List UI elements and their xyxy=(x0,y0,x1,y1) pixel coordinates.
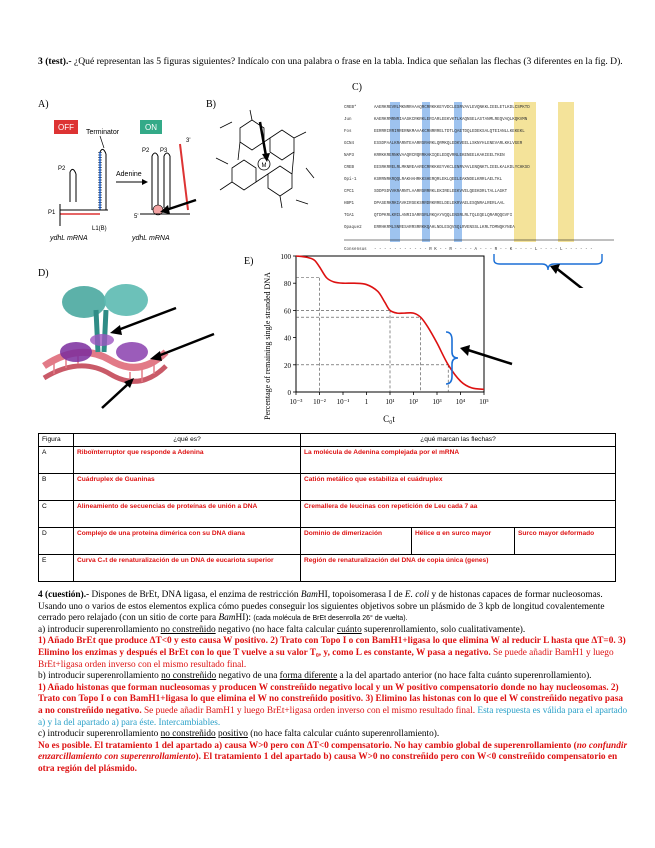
q4-b-ans: 1) Añado histonas que forman nucleosomas y producen W constreñido negativo local y un W positivo compensatorio donde no hay nucleosomas. 2) Trato con Topo I o con BamH1+ligasa lo que elimina el W no constreñido positivo. 3) Elimino las histonas con lo que el W constreñido negativo pasa a no constreñido negativo. xyxy=(38,682,623,716)
on-label: ON xyxy=(145,123,157,132)
x-tick-label: 10⁻³ xyxy=(289,398,303,406)
svg-text:KSRRNRKRQQLRAKHAHRKKSHERQRLEKL: KSRRNRKRQQLRAKHAHRKKSHERQRLEKLQEELEAKNDELKRRLAELTKL xyxy=(374,178,503,182)
q4-b-post: a la del apartado anterior (no hace falta cuánto superenrollamiento). xyxy=(337,671,592,682)
question-4 xyxy=(38,590,628,776)
row-flechas: La molécula de Adenina complejada por el mRNA xyxy=(301,447,616,474)
svg-text:- - - - - - - - - - - R K - -: - - - - - - - - - - - R K - - R - - - - A - - - R - - K - - - - L - - - - L - - - - - - xyxy=(374,248,593,252)
q4-c-it: no confundir enzarcillamiento con superenrollamiento xyxy=(38,740,628,763)
p2-label-left: P2 xyxy=(58,166,66,172)
q4-c-u: no constreñido xyxy=(160,729,216,740)
figure-e-annotation xyxy=(440,328,516,388)
svg-text:HBP1: HBP1 xyxy=(344,202,355,206)
row-fig: E xyxy=(39,555,74,582)
y-tick-label: 0 xyxy=(287,389,291,397)
table-row xyxy=(39,501,616,528)
mrna-label-right: ydhL mRNA xyxy=(132,235,170,242)
figure-d-arrows xyxy=(84,300,224,416)
q4-b-mid: negativo de una xyxy=(216,671,280,682)
q4-bamhi-b: Bam xyxy=(218,613,236,624)
terminator-label: Terminator xyxy=(86,129,120,136)
q4-answer-c xyxy=(38,741,628,776)
svg-text:DPASERKRKIAVKIRSEKSRRDRKRRELDE: DPASERKRKIAVKIRSEKSRRDRKRRELDELEKRVAELESQNRALRERLAAL xyxy=(374,202,505,206)
q4-part-b xyxy=(38,671,628,683)
svg-text:EERRRIRRIRRERNKMAAAKCRNRRRELTD: EERRRIRRIRRERNKMAAAKCRNRRRELTDTLQAETDQLEDEKSALQTEIANLLKEKEKL xyxy=(374,130,525,134)
q4-answer-b xyxy=(38,683,628,729)
svg-text:GCN4: GCN4 xyxy=(344,142,355,146)
svg-text:TGA1: TGA1 xyxy=(344,214,355,218)
three-prime-label: 3' xyxy=(186,138,191,144)
q4-c-pre: c) introducir superenrollamiento xyxy=(38,729,161,740)
x-tick-label: 10⁴ xyxy=(455,398,466,406)
q4-a-u: no constreñido xyxy=(160,624,216,635)
figure-b-quadruplex xyxy=(210,108,320,226)
arrow-e-icon xyxy=(460,345,470,356)
row-flechas-3: Surco mayor deformado xyxy=(515,528,616,555)
q4-a-mid: negativo (no hace falta calcular xyxy=(215,624,337,635)
table-row xyxy=(39,474,616,501)
q4-ecoli: E. coli xyxy=(404,590,430,600)
svg-text:Fos: Fos xyxy=(344,130,352,134)
q4-a-u2: cuánto xyxy=(336,624,362,635)
row-flechas-2: Hélice α en surco mayor xyxy=(412,528,515,555)
y-tick-label: 100 xyxy=(280,253,291,261)
x-tick-label: 10⁻² xyxy=(313,398,326,406)
q4-a-post: superenrollamiento, solo cualitativamente). xyxy=(361,624,526,635)
q4-b-u: no constreñido xyxy=(161,671,217,682)
svg-text:CPC1: CPC1 xyxy=(344,190,355,194)
p2-label-right: P2 xyxy=(142,148,150,154)
row-flechas: Cremallera de leucinas con repetición de Leu cada 7 aa xyxy=(301,501,616,528)
question-4-intro xyxy=(38,590,628,625)
q4-intro-2: , topoisomerasa I de xyxy=(327,590,405,600)
table-row xyxy=(39,555,616,582)
row-que: Riboïnterruptor que responde a Adenina xyxy=(74,447,301,474)
panel-b-label: B) xyxy=(206,99,216,110)
answer-table xyxy=(38,433,616,582)
q4-note: (cada molécula de BrEt desenrolla 26° de vuelta). xyxy=(253,615,408,623)
question-3 xyxy=(38,56,628,68)
cot-ylabel: Percentage of remaining single stranded DNA xyxy=(263,272,272,420)
q4-b-ans3: Esta respuesta es válida para el apartado a) y la del apartado a) para éste. Intercambiables. xyxy=(38,705,628,728)
q4-b-pre: b) introducir superenrollamiento xyxy=(38,671,162,682)
panel-d-label: D) xyxy=(38,268,49,279)
q4-bamhi: Bam xyxy=(300,590,318,600)
figure-a-riboswitch xyxy=(40,114,200,246)
x-tick-label: 10⁻¹ xyxy=(336,398,350,406)
q4-a-pre: a) introducir superenrollamiento xyxy=(38,624,161,635)
arrow-d2-icon xyxy=(150,351,162,361)
x-tick-label: 10² xyxy=(408,398,419,406)
svg-text:M: M xyxy=(261,163,267,169)
x-tick-label: 1 xyxy=(364,398,369,406)
x-tick-label: 10³ xyxy=(432,398,442,406)
q4-c-ans: No es posible. El tratamiento 1 del apartado a) causa W>0 pero con ΔT<0 compensatorio. No hay cambio global de superenrollamiento ( xyxy=(38,740,577,751)
y-tick-label: 80 xyxy=(284,280,291,289)
svg-text:ESSDPAALKRARNTEAARRSRARKLQRMKQ: ESSDPAALKRARNTEAARRSRARKLQRMKQLEDKVEELLSKNYHLENEVARLKKLVGER xyxy=(374,142,523,146)
y-tick-label: 40 xyxy=(284,334,291,343)
svg-text:Opi-1: Opi-1 xyxy=(344,178,357,182)
question-3-text: ¿Qué representan las 5 figuras siguientes? Indícalo con una palabra o frase en la tabla. Indica que señalan las flechas (3 diferentes en la fig. D). xyxy=(71,56,623,67)
row-flechas-1: Dominio de dimerización xyxy=(301,528,412,555)
row-fig: C xyxy=(39,501,74,528)
header-que-es: ¿qué es? xyxy=(74,434,301,447)
svg-text:QTDPKRLKRILANRISARRSRLRKQAYVQQ: QTDPKRLKRILANRISARRSRLRKQAYVQQLENSRLRLTQLEQELQRARQQGVFI xyxy=(374,214,513,218)
row-fig: A xyxy=(39,447,74,474)
x-tick-label: 10¹ xyxy=(385,398,395,406)
q4-c-u2: positivo xyxy=(217,729,248,740)
l1-label: L1(B) xyxy=(92,226,107,232)
q4-part-c xyxy=(38,729,628,741)
row-flechas: Región de renaturalización del DNA de copia única (genes) xyxy=(301,555,616,582)
row-que: Curva C₀t de renaturalización de un DNA de eucariota superior xyxy=(74,555,301,582)
x-tick-label: 10⁵ xyxy=(479,398,489,406)
arrow-d1-icon xyxy=(110,325,122,335)
five-prime-label: 5' xyxy=(134,214,139,220)
q4-b-u2: forma diferente xyxy=(279,671,338,682)
mrna-label-left: ydhL mRNA xyxy=(50,235,88,242)
q4-c-ans2: ). El tratamiento 1 del apartado b) causa W>0 no constreñido pero con W<0 constreñido compensatorio en otra región del plásmido. xyxy=(38,752,618,774)
svg-text:CREB: CREB xyxy=(344,166,355,170)
row-fig: B xyxy=(39,474,74,501)
q4-a-ans: 1) Añado BrEt que produce ΔT<0 y esto causa W positivo. 2) Trato con Topo I o con BamH1+ligasa lo que elimina W al reducir L hasta que ΔT=0. 3) Elimino los enzimas y después el BrEt con lo que T vuelve a su valor T₀, y, como L es constante, W pasa a negativo. xyxy=(38,636,626,658)
table-row xyxy=(39,528,616,555)
svg-text:NAP3: NAP3 xyxy=(344,154,355,158)
row-fig: D xyxy=(39,528,74,555)
header-figura: Figura xyxy=(39,434,74,447)
svg-text:AAERKREVRLMKNRRAAAQRCRRKKKEYVD: AAERKREVRLMKNRRAAAQRCRRKKKEYVDCLESRVAVLEVQNKKLIEELETLKDLCSPKTD xyxy=(374,106,530,110)
panel-a-label: A) xyxy=(38,99,49,110)
q4-b-ans2: Se puede añadir BamH1 y luego BrEt+ligasa orden inverso con el mismo resultado final. xyxy=(141,705,476,716)
q4-answer-a xyxy=(38,636,628,671)
svg-text:Consensus: Consensus xyxy=(344,248,367,252)
svg-text:KRRKKRERNKVAAQRCRQRRKAKIQELEDQ: KRRKKRERNKVAAQRCRQRRKAKIQELEDQVRNLEKENEELKAKIEELTKEN xyxy=(374,154,505,158)
q4-a-ans2: Se puede añadir BamH1 y luego BrEt+ligasa orden inverso con el mismo resultado final. xyxy=(38,647,614,670)
y-tick-label: 20 xyxy=(284,361,291,370)
svg-text:EESRKRRELRLMKNREAARECRRKKKEYVK: EESRKRRELRLMKNREAARECRRKKKEYVKCLENRVAVLENQNKTLIEELKALKDLYCHKSD xyxy=(374,166,530,170)
q4-intro-4: HI): xyxy=(235,613,254,624)
off-label: OFF xyxy=(58,123,74,132)
row-que: Cuádruplex de Guaninas xyxy=(74,474,301,501)
table-row xyxy=(39,447,616,474)
y-tick-label: 60 xyxy=(284,307,291,316)
q4-bamhi-2: HI xyxy=(317,590,328,600)
svg-text:CREB*: CREB* xyxy=(344,106,357,110)
header-flechas: ¿qué marcan las flechas? xyxy=(301,434,616,447)
row-que: Alineamiento de secuencias de proteínas de unión a DNA xyxy=(74,501,301,528)
cot-xlabel: C₀t xyxy=(383,414,395,424)
q4-part-a xyxy=(38,625,628,637)
adenine-label: Adenine xyxy=(116,171,142,178)
p1-label-left: P1 xyxy=(48,210,56,216)
question-3-label: 3 (test).- xyxy=(38,56,72,67)
svg-text:SDDPSDVVKRARNTLAARRSRRRKLEKIRE: SDDPSDVVKRARNTLAARRSRRRKLEKIRELEEKVVELQEEKDRLTALLAGKT xyxy=(374,190,508,194)
row-que: Complejo de una proteína dimérica con su DNA diana xyxy=(74,528,301,555)
panel-c-label: C) xyxy=(352,82,362,93)
svg-text:Jun: Jun xyxy=(344,118,352,122)
p3-label: P3 xyxy=(160,148,168,154)
question-4-label: 4 (cuestión).- xyxy=(38,590,90,600)
svg-text:Opaque2: Opaque2 xyxy=(344,226,362,230)
svg-text:ERRHKRMLSNRESARRSRRKKQAHLNDLES: ERRHKRMLSNRESARRSRRKKQAHLNDLESQVSQLRVENSSLLKRLTDMNQKYNEA xyxy=(374,226,515,230)
q4-c-post: (no hace falta calcular cuánto superenrollamiento). xyxy=(247,729,440,740)
svg-text:KAERKRMRNRIAASKCRKRKLERIARLEEK: KAERKRMRNRIAASKCRKRKLERIARLEEKVKTLKAQNSELASTANMLREQVAQLKQKVMN xyxy=(374,118,528,122)
table-header-row xyxy=(39,434,616,447)
q4-intro-3: y de histonas capaces de formar nucleosomas. Usando uno o varios de estos elementos explica cómo puedes conseguir los siguientes objetivos sobre un plásmido de 3 kpb de longitud covalentemente cerrado pero relajado (con un sitio de corte para xyxy=(38,590,605,624)
row-flechas: Catión metálico que estabiliza el cuádruplex xyxy=(301,474,616,501)
q4-intro-1: Dispones de BrEt, DNA ligasa, el enzima de restricción xyxy=(89,590,301,600)
panel-e-label: E) xyxy=(244,256,254,267)
